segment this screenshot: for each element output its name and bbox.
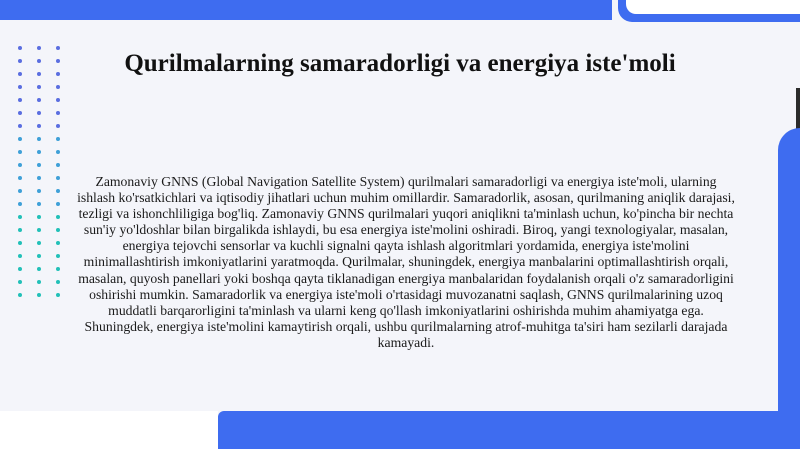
decorative-dot [37, 46, 41, 50]
decorative-dot [56, 98, 60, 102]
decorative-dot [56, 189, 60, 193]
right-accent-bar [778, 128, 800, 449]
decorative-dot [37, 150, 41, 154]
decorative-dot [56, 293, 60, 297]
decorative-dot [56, 228, 60, 232]
decorative-dot [56, 176, 60, 180]
decorative-dot [18, 254, 22, 258]
decorative-dot [18, 202, 22, 206]
slide-title: Qurilmalarning samaradorligi va energiya iste'moli [124, 50, 676, 77]
decorative-dot [56, 163, 60, 167]
decorative-dot [18, 163, 22, 167]
decorative-dot [37, 241, 41, 245]
decorative-dot [18, 176, 22, 180]
decorative-dot [56, 202, 60, 206]
decorative-dot [18, 137, 22, 141]
decorative-dot [56, 280, 60, 284]
decorative-dot [56, 254, 60, 258]
decorative-dot [18, 241, 22, 245]
decorative-dot [56, 215, 60, 219]
decorative-dot [37, 267, 41, 271]
slide-body-text: Zamonaviy GNNS (Global Navigation Satellite System) qurilmalari samaradorligi va energiya iste'moli, ularning ishlash ko'rsatkichlari va iqtisodiy jihatlari uchun muhim omillardir. Samaradorlik, asosan, qurilmaning aniqlik darajasi, tezligi va ishonchliligiga bog'liq. Zamonaviy GNNS qurilmalari yuqori aniqlikni ta'minlash uchun, ko'pincha bir nechta sun'iy yo'ldoshlar bilan birgalikda ishlaydi, bu esa energiya iste'molini oshiradi. Biroq, yangi texnologiyalar, masalan, energiya tejovchi sensorlar va kuchli signalni qayta ishlash algoritmlari yordamida, energiya iste'molini minimallashtirish imkoniyatlarini yaratmoqda. Qurilmalar, shuningdek, energiya manbalarini optimallashtirish orqali, masalan, quyosh panellari yoki boshqa qayta tiklanadigan energiya manbalaridan foydalanish orqali o'z samaradorligini oshirishi mumkin. Samaradorlik va energiya iste'moli o'rtasidagi muvozanatni saqlash, GNNS qurilmalarining uzoq muddatli barqarorligini ta'minlash va ularni keng qo'llash imkoniyatlarini oshirishda muhim ahamiyatga ega. Shuningdek, energiya iste'molini kamaytirish orqali, ushbu qurilmalarning atrof-muhitga ta'siri ham sezilarli darajada kamayadi. [77, 174, 735, 350]
bottom-accent-bar [218, 411, 800, 449]
decorative-dot [37, 124, 41, 128]
decorative-dot [18, 59, 22, 63]
decorative-dot [37, 293, 41, 297]
decorative-dot [18, 215, 22, 219]
decorative-dot [37, 189, 41, 193]
bottom-left-area [0, 411, 218, 449]
decorative-dot [18, 72, 22, 76]
decorative-dot [56, 137, 60, 141]
top-right-accent [618, 0, 800, 22]
decorative-dot [37, 254, 41, 258]
decorative-dot [18, 85, 22, 89]
decorative-dot [37, 111, 41, 115]
decorative-dot [56, 267, 60, 271]
decorative-dot [18, 124, 22, 128]
decorative-dot [18, 189, 22, 193]
decorative-dot [37, 228, 41, 232]
decorative-dot [18, 280, 22, 284]
decorative-dot [56, 111, 60, 115]
top-accent-bar [0, 0, 612, 20]
decorative-dot [37, 72, 41, 76]
decorative-dot [56, 124, 60, 128]
decorative-dot [37, 59, 41, 63]
decorative-dot [56, 85, 60, 89]
dot-pattern-decoration [18, 46, 68, 306]
decorative-dot [18, 293, 22, 297]
decorative-dot [18, 228, 22, 232]
decorative-dot [37, 280, 41, 284]
decorative-dot [37, 215, 41, 219]
decorative-dot [56, 241, 60, 245]
decorative-dot [37, 202, 41, 206]
decorative-dot [18, 98, 22, 102]
decorative-dot [37, 176, 41, 180]
decorative-dot [37, 85, 41, 89]
decorative-dot [18, 267, 22, 271]
decorative-dot [37, 137, 41, 141]
decorative-dot [37, 98, 41, 102]
decorative-dot [18, 46, 22, 50]
decorative-dot [56, 150, 60, 154]
decorative-dot [18, 150, 22, 154]
decorative-dot [18, 111, 22, 115]
decorative-dot [37, 163, 41, 167]
